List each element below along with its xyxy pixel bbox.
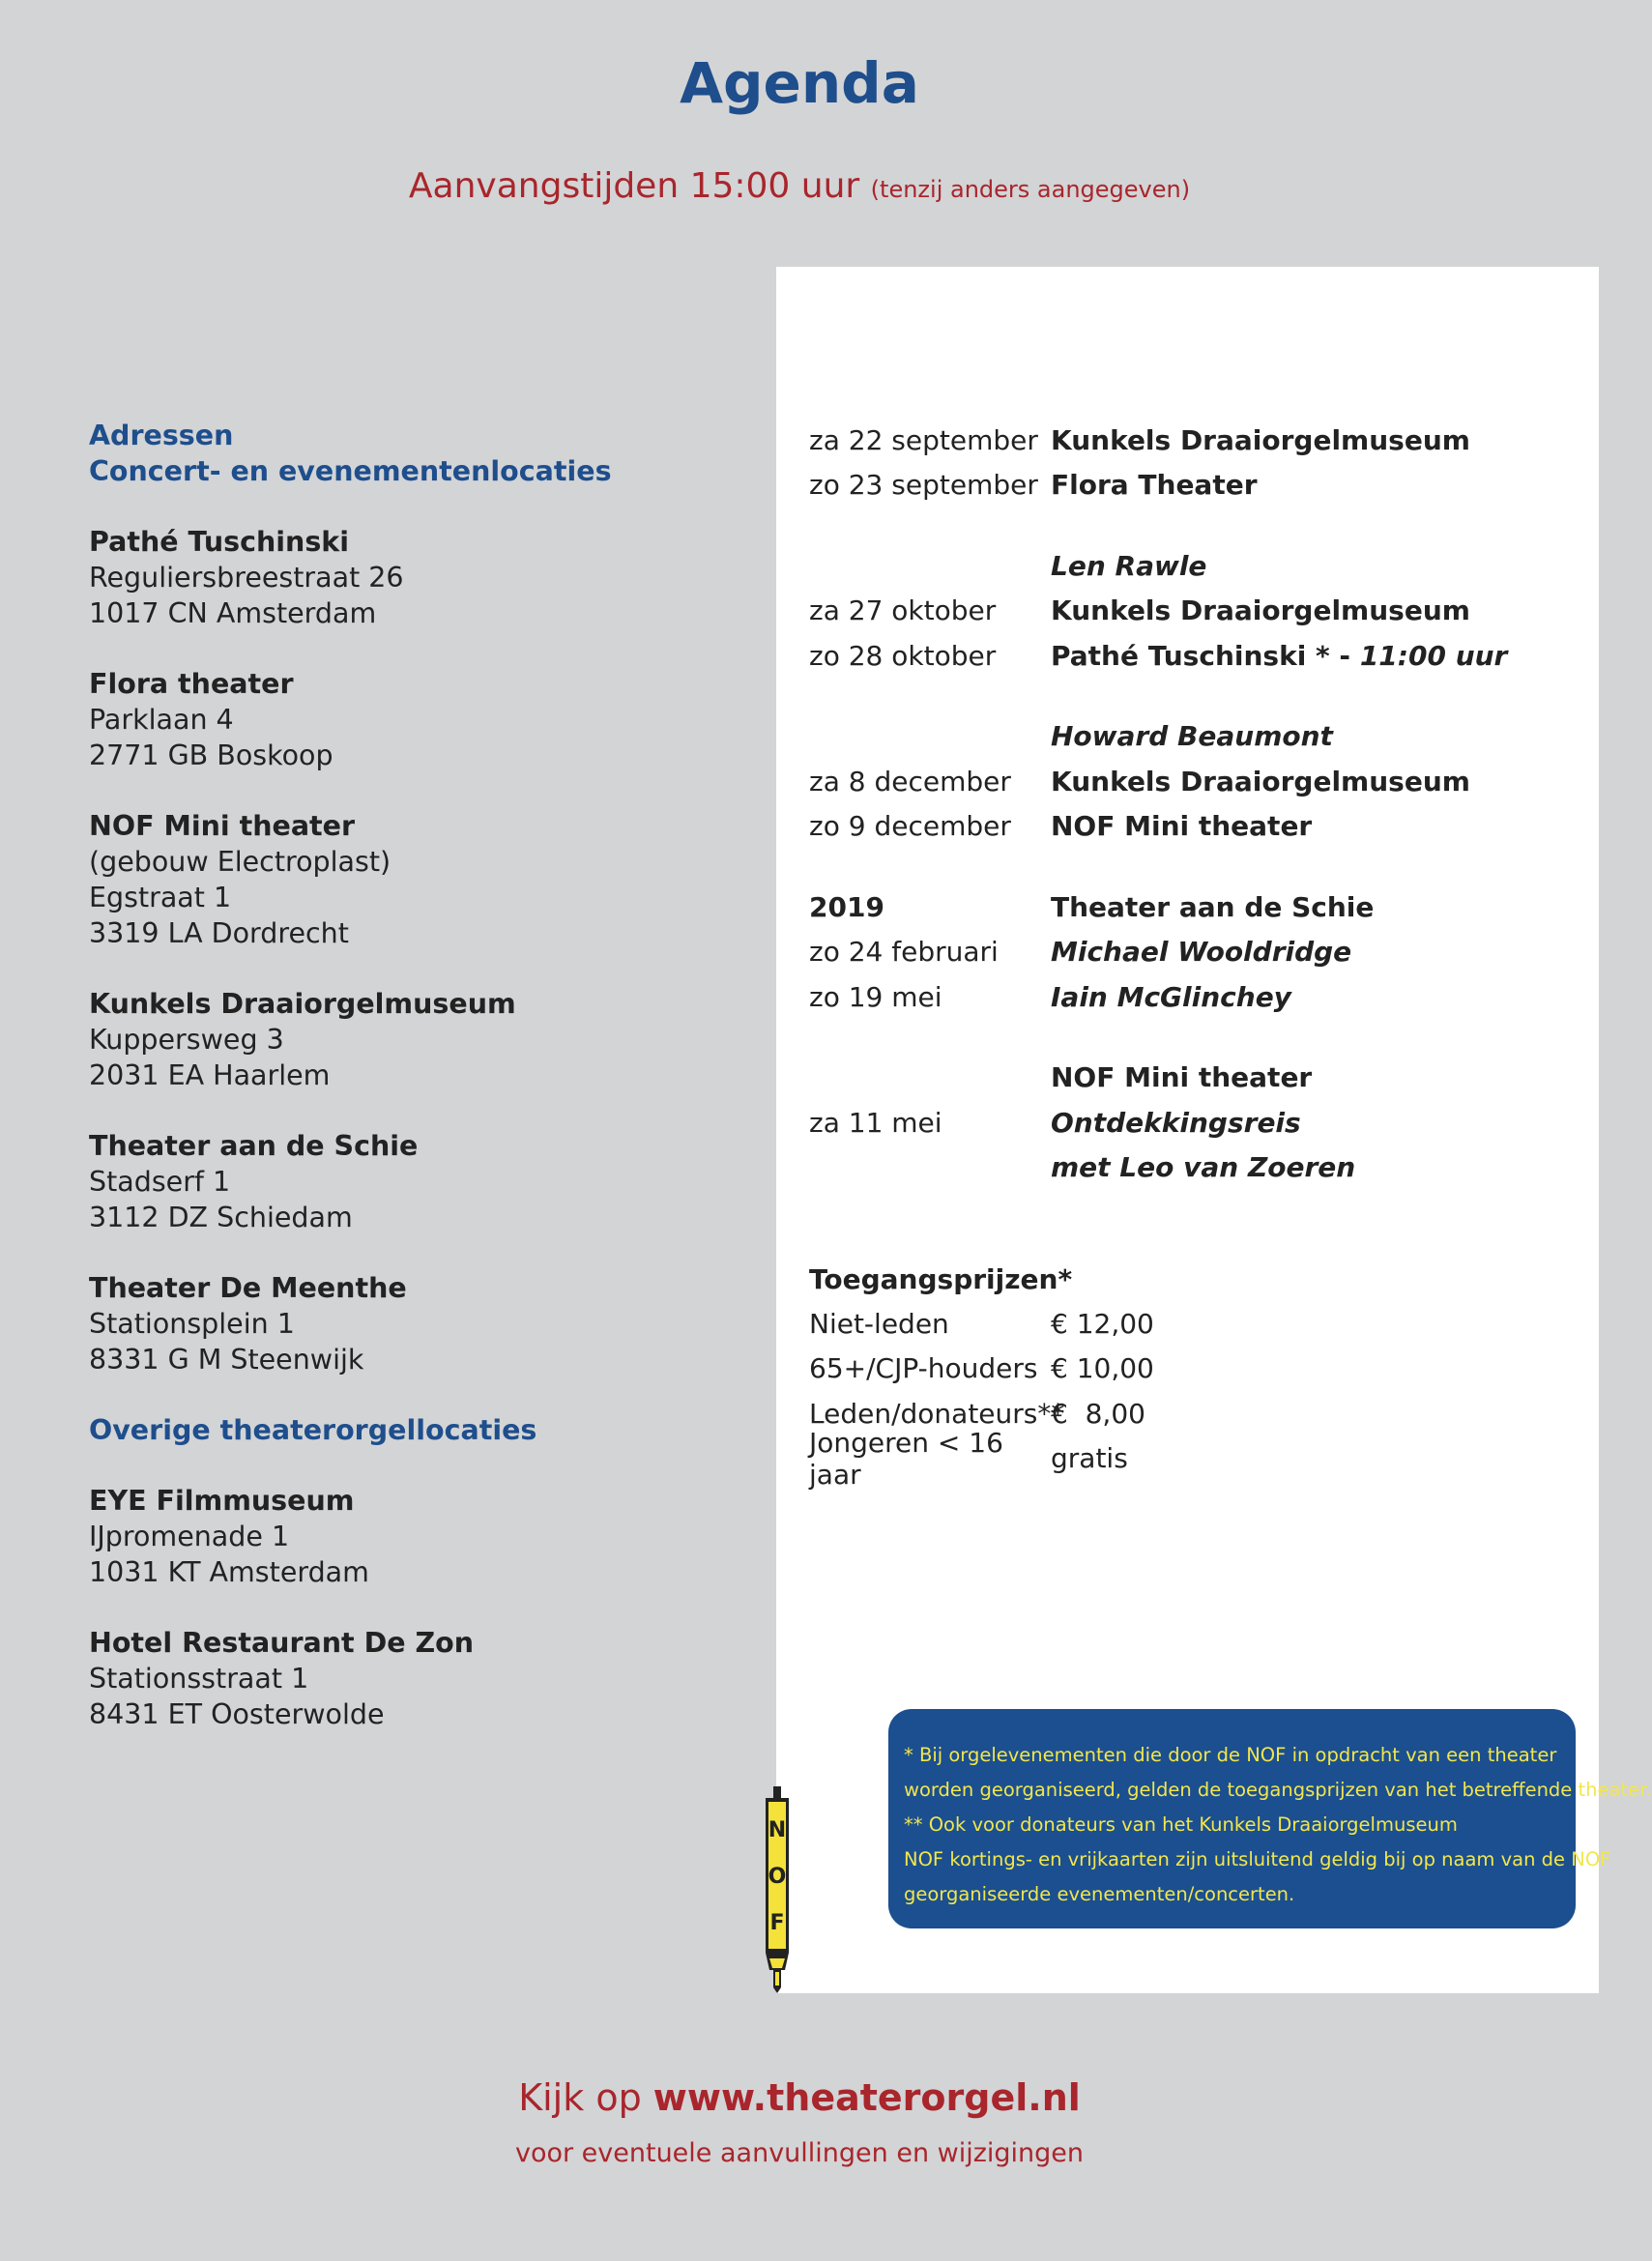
- venue-city: 2031 EA Haarlem: [89, 1059, 331, 1091]
- venue-name: EYE Filmmuseum: [89, 1485, 355, 1517]
- footnote-line: NOF kortings- en vrijkaarten zijn uitsluitend geldig bij op naam van de NOF: [904, 1848, 1611, 1870]
- price-row: [809, 1347, 1215, 1392]
- agenda-date: za 8 december: [809, 765, 1011, 797]
- website-line: [0, 2076, 1599, 2119]
- venue-street: Kuppersweg 3: [89, 1024, 284, 1056]
- venue-nof-mini: [89, 808, 756, 951]
- price-value: € 12,00: [1051, 1307, 1154, 1340]
- venue-name: Pathé Tuschinski: [89, 526, 350, 558]
- venue-building: (gebouw Electroplast): [89, 846, 391, 878]
- logo-letter-n: N: [768, 1818, 787, 1842]
- venue-name: Flora theater: [89, 668, 294, 700]
- agenda-row: [809, 418, 1582, 463]
- agenda-list: [809, 418, 1582, 1190]
- venue-street: Stationsplein 1: [89, 1308, 295, 1340]
- price-row: [809, 1426, 1215, 1491]
- artist-name: Len Rawle: [1051, 549, 1207, 582]
- agenda-venue: Flora Theater: [1051, 469, 1258, 502]
- start-times-subtitle: [0, 166, 1599, 206]
- agenda-date: zo 23 september: [809, 469, 1038, 502]
- locations-heading: Concert- en evenementenlocaties: [89, 455, 612, 487]
- footnote-line: ** Ook voor donateurs van het Kunkels Draaiorgelmuseum: [904, 1813, 1458, 1836]
- agenda-row: [809, 804, 1582, 850]
- website-note: voor eventuele aanvullingen en wijzigingen: [514, 2138, 1085, 2168]
- page-title: Agenda: [680, 50, 919, 116]
- agenda-venue-with-time: [1051, 640, 1507, 672]
- footnote-line: georganiseerde evenementen/concerten.: [904, 1883, 1295, 1905]
- logo-letter-o: O: [768, 1865, 787, 1889]
- venue-tuschinski: [89, 524, 756, 631]
- prices-heading: Toegangsprijzen*: [809, 1262, 1073, 1295]
- agenda-date: zo 28 oktober: [809, 639, 997, 672]
- price-label: Niet-leden: [809, 1307, 949, 1340]
- artist-name: Howard Beaumont: [1051, 720, 1333, 753]
- start-times-main: Aanvangstijden 15:00 uur: [408, 166, 860, 206]
- agenda-year-row: [809, 884, 1582, 930]
- price-value: € 8,00: [1051, 1397, 1145, 1430]
- website-link[interactable]: www.theaterorgel.nl: [652, 2076, 1081, 2119]
- agenda-row: [809, 1145, 1582, 1191]
- venue-kunkels: [89, 986, 756, 1093]
- price-label: Jongeren < 16 jaar: [809, 1426, 1003, 1491]
- venue-name: NOF Mini theater: [89, 810, 356, 842]
- agenda-time: 11:00 uur: [1359, 639, 1508, 672]
- nof-logo: [764, 1786, 791, 1993]
- agenda-venue: Theater aan de Schie: [1051, 890, 1375, 923]
- venue-city: 1017 CN Amsterdam: [89, 597, 377, 629]
- price-label: 65+/CJP-houders: [809, 1352, 1038, 1385]
- artist-name: Michael Wooldridge: [1051, 936, 1352, 969]
- agenda-row: [809, 930, 1582, 975]
- venue-city: 3319 LA Dordrecht: [89, 917, 349, 949]
- venue-city: 3112 DZ Schiedam: [89, 1202, 353, 1233]
- agenda-venue: Kunkels Draaiorgelmuseum: [1051, 423, 1470, 456]
- venue-city: 8431 ET Oosterwolde: [89, 1698, 385, 1730]
- venue-name: Hotel Restaurant De Zon: [89, 1627, 475, 1659]
- agenda-row: [809, 589, 1582, 634]
- website-prefix: Kijk op: [518, 2076, 653, 2119]
- agenda-date: za 22 september: [809, 423, 1038, 456]
- agenda-row: [809, 759, 1582, 804]
- venue-eye: [89, 1483, 756, 1590]
- agenda-date: zo 9 december: [809, 810, 1011, 843]
- footnote-box: [888, 1709, 1652, 1928]
- agenda-venue: Kunkels Draaiorgelmuseum: [1051, 594, 1470, 627]
- addresses-heading: Adressen: [89, 420, 234, 451]
- agenda-row: [809, 974, 1582, 1020]
- venue-street: Parklaan 4: [89, 704, 234, 736]
- venue-street: Stadserf 1: [89, 1166, 231, 1198]
- price-value: gratis: [1051, 1442, 1128, 1475]
- event-title: Ontdekkingsreis: [1051, 1106, 1301, 1139]
- venue-name: Theater aan de Schie: [89, 1130, 419, 1162]
- agenda-venue: Pathé Tuschinski * -: [1051, 639, 1360, 672]
- venue-city: 1031 KT Amsterdam: [89, 1556, 369, 1588]
- price-value: € 10,00: [1051, 1352, 1154, 1385]
- venue-schie: [89, 1128, 756, 1235]
- venue-de-zon: [89, 1625, 756, 1732]
- footnote-line: worden georganiseerd, gelden de toegangsprijzen van het betreffende theater.: [904, 1779, 1652, 1801]
- agenda-artist-row: [809, 714, 1582, 760]
- agenda-venue: NOF Mini theater: [1051, 1061, 1313, 1094]
- agenda-row: [809, 1100, 1582, 1145]
- price-label: Leden/donateurs**: [809, 1397, 1065, 1430]
- venue-street: Reguliersbreestraat 26: [89, 562, 404, 594]
- venue-name: Kunkels Draaiorgelmuseum: [89, 988, 516, 1020]
- event-subtitle: met Leo van Zoeren: [1051, 1151, 1356, 1184]
- agenda-artist-row: [809, 543, 1582, 589]
- agenda-venue-row: [809, 1056, 1582, 1101]
- venue-name: Theater De Meenthe: [89, 1272, 407, 1304]
- agenda-date: zo 19 mei: [809, 980, 942, 1013]
- logo-letter-f: F: [769, 1911, 785, 1935]
- prices-table: [809, 1257, 1215, 1491]
- venue-flora: [89, 666, 756, 773]
- venue-city: 8331 G M Steenwijk: [89, 1344, 364, 1376]
- other-locations-heading: Overige theaterorgellocaties: [89, 1414, 537, 1446]
- agenda-year: 2019: [809, 890, 884, 923]
- agenda-venue: NOF Mini theater: [1051, 810, 1313, 843]
- venue-meenthe: [89, 1270, 756, 1377]
- agenda-row: [809, 463, 1582, 508]
- agenda-row: [809, 633, 1582, 679]
- venue-street: Stationsstraat 1: [89, 1663, 309, 1695]
- agenda-date: za 27 oktober: [809, 594, 997, 627]
- price-row: [809, 1301, 1215, 1347]
- start-times-note: (tenzij anders aangegeven): [870, 176, 1191, 203]
- footnote-line: * Bij orgelevenementen die door de NOF in opdracht van een theater: [904, 1744, 1557, 1766]
- venue-street: Egstraat 1: [89, 882, 232, 913]
- artist-name: Iain McGlinchey: [1051, 980, 1291, 1013]
- agenda-venue: Kunkels Draaiorgelmuseum: [1051, 765, 1470, 797]
- agenda-date: zo 24 februari: [809, 936, 999, 969]
- venue-city: 2771 GB Boskoop: [89, 739, 333, 771]
- venue-street: IJpromenade 1: [89, 1521, 290, 1552]
- agenda-date: za 11 mei: [809, 1106, 942, 1139]
- addresses-column: [89, 418, 756, 1732]
